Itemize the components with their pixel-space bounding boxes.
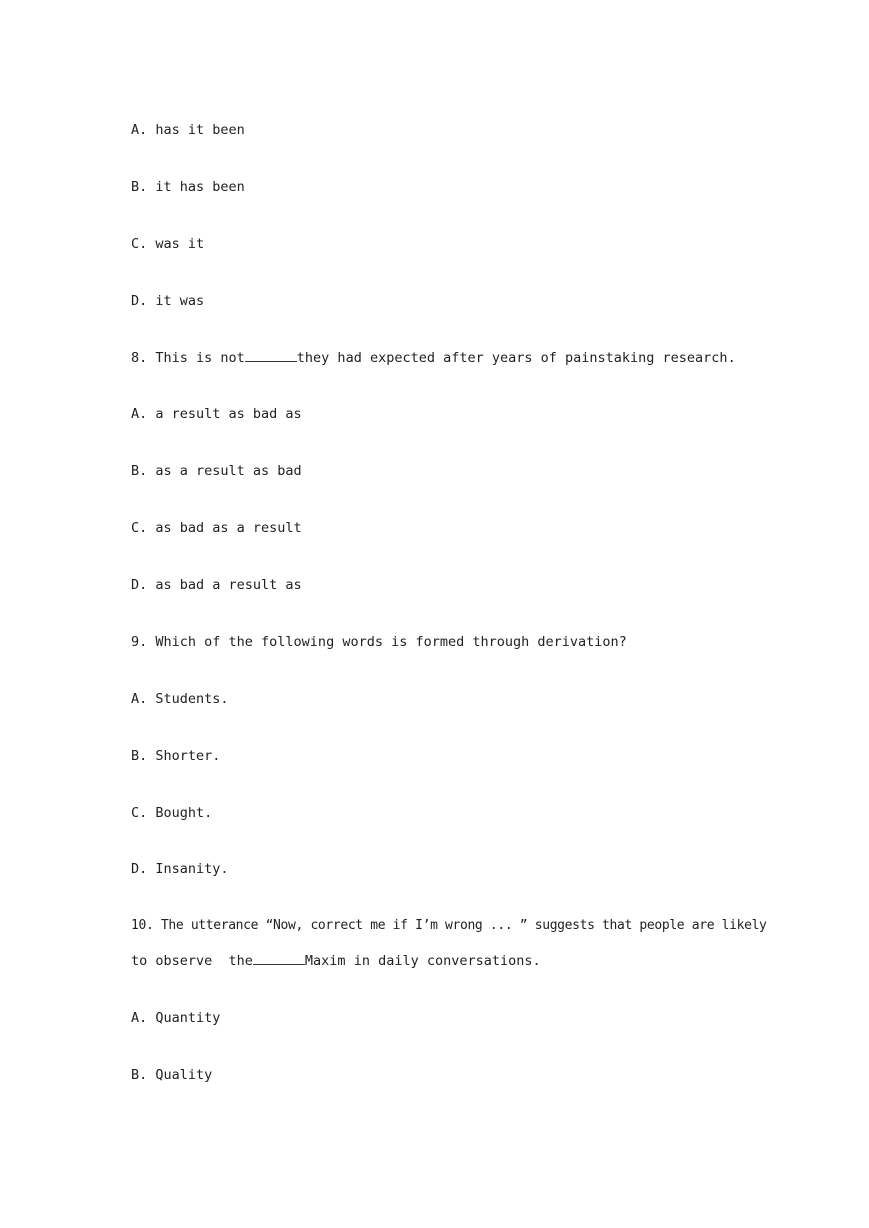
q8-option-d: D. as bad a result as (131, 577, 302, 593)
q7-option-c: C. was it (131, 236, 205, 252)
q9-stem: 9. Which of the following words is formed through derivation? (131, 634, 627, 650)
q9-option-d: D. Insanity. (131, 861, 229, 877)
q8-stem-before: 8. This is not (131, 350, 245, 366)
q8-option-c: C. as bad as a result (131, 520, 302, 536)
q7-option-d: D. it was (131, 293, 205, 309)
q10-stem-after: Maxim in daily conversations. (304, 953, 541, 969)
q10-stem-before: to observe the (131, 953, 253, 969)
q10-option-a: A. Quantity (131, 1010, 221, 1026)
q9-option-a: A. Students. (131, 691, 229, 707)
q10-stem-line2 (131, 952, 541, 970)
q9-option-c: C. Bought. (131, 805, 213, 821)
q8-blank (245, 349, 297, 362)
q8-option-a: A. a result as bad as (131, 406, 302, 422)
q8-stem-after: they had expected after years of painstaking research. (296, 350, 736, 366)
q7-option-b: B. it has been (131, 179, 245, 195)
q8-option-b: B. as a result as bad (131, 463, 302, 479)
q10-blank (253, 952, 305, 965)
q10-stem-line1: 10. The utterance “Now, correct me if I’m wrong ... ” suggests that people are likely (131, 918, 767, 933)
q9-option-b: B. Shorter. (131, 748, 221, 764)
q10-option-b: B. Quality (131, 1067, 213, 1083)
q7-option-a: A. has it been (131, 122, 245, 138)
q8-stem (131, 349, 736, 367)
